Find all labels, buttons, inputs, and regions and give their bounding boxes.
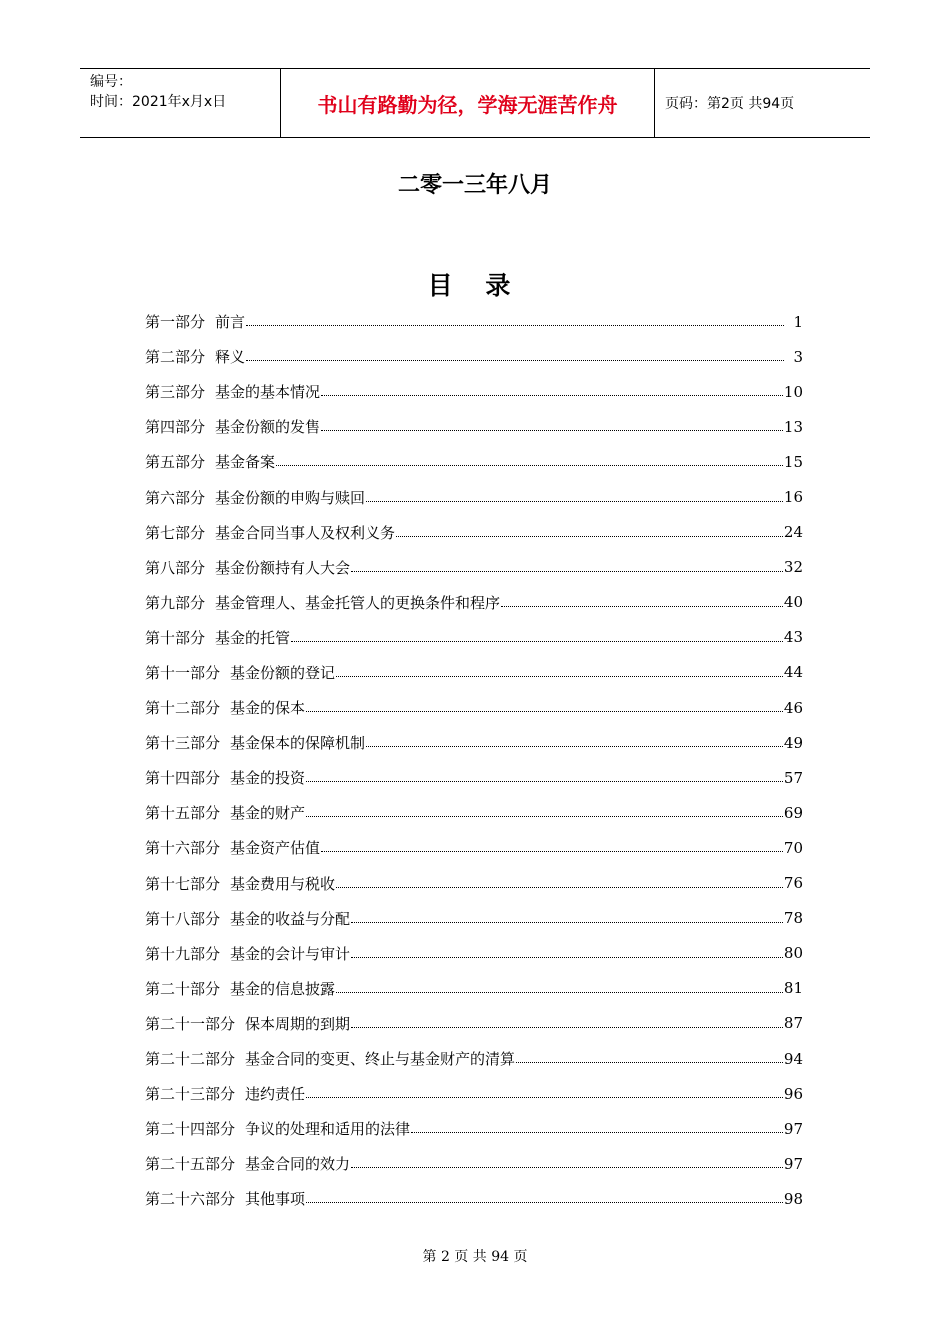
toc-entry[interactable] — [145, 655, 803, 690]
toc-section-name: 基金合同的变更、终止与基金财产的清算 — [245, 1050, 516, 1069]
toc-section-name: 基金的投资 — [230, 769, 306, 788]
toc-page-number: 98 — [783, 1189, 803, 1208]
toc-entry[interactable] — [145, 304, 803, 339]
toc-dot-leader — [351, 1167, 783, 1168]
toc-section-name: 基金份额的申购与赎回 — [215, 488, 366, 507]
toc-dot-leader — [306, 1202, 783, 1203]
toc-part-label: 第十二部分 — [145, 699, 221, 718]
page-footer: 第 2 页 共 94 页 — [422, 1249, 528, 1265]
toc-dot-leader — [246, 325, 784, 326]
toc-part-label: 第十一部分 — [145, 663, 221, 682]
toc-dot-leader — [366, 501, 783, 502]
toc-section-name: 违约责任 — [245, 1085, 306, 1104]
toc-part-label: 第二十四部分 — [145, 1120, 236, 1139]
toc-dot-leader — [321, 395, 783, 396]
toc-dot-leader — [336, 887, 783, 888]
toc-page-number: 10 — [783, 382, 803, 401]
toc-part-label: 第十四部分 — [145, 769, 221, 788]
toc-section-name: 基金的托管 — [215, 628, 291, 647]
toc-entry[interactable] — [145, 866, 803, 901]
toc-entry[interactable] — [145, 409, 803, 444]
toc-entry[interactable] — [145, 1146, 803, 1181]
toc-part-label: 第十九部分 — [145, 944, 221, 963]
toc-page-number: 81 — [783, 979, 803, 998]
table-of-contents — [145, 304, 803, 1216]
toc-part-label: 第八部分 — [145, 558, 206, 577]
toc-part-label: 第四部分 — [145, 418, 206, 437]
toc-dot-leader — [411, 1132, 783, 1133]
toc-section-name: 基金合同的效力 — [245, 1155, 351, 1174]
toc-section-name: 基金份额的登记 — [230, 663, 336, 682]
toc-entry[interactable] — [145, 901, 803, 936]
toc-part-label: 第三部分 — [145, 383, 206, 402]
toc-page-number: 70 — [783, 838, 803, 857]
toc-dot-leader — [351, 922, 783, 923]
toc-entry[interactable] — [145, 550, 803, 585]
toc-section-name: 释义 — [215, 348, 246, 367]
toc-page-number: 94 — [783, 1049, 803, 1068]
toc-page-number: 16 — [783, 488, 803, 507]
toc-dot-leader — [351, 571, 783, 572]
toc-dot-leader — [321, 430, 783, 431]
toc-dot-leader — [366, 746, 783, 747]
toc-entry[interactable] — [145, 374, 803, 409]
toc-entry[interactable] — [145, 795, 803, 830]
toc-entry[interactable] — [145, 971, 803, 1006]
toc-section-name: 基金的会计与审计 — [230, 944, 351, 963]
header-page-info: 页码：第2页 共94页 — [665, 96, 795, 112]
toc-page-number: 24 — [783, 523, 803, 542]
toc-part-label: 第一部分 — [145, 313, 206, 332]
toc-page-number: 40 — [783, 593, 803, 612]
toc-entry[interactable] — [145, 725, 803, 760]
toc-section-name: 基金的财产 — [230, 804, 306, 823]
toc-entry[interactable] — [145, 1076, 803, 1111]
toc-page-number: 49 — [783, 733, 803, 752]
toc-section-name: 基金份额的发售 — [215, 418, 321, 437]
toc-dot-leader — [246, 360, 784, 361]
toc-entry[interactable] — [145, 585, 803, 620]
toc-page-number: 76 — [783, 874, 803, 893]
toc-page-number: 1 — [793, 312, 803, 331]
toc-entry[interactable] — [145, 620, 803, 655]
header-motto: 书山有路勤为径，学海无涯苦作舟 — [281, 69, 655, 137]
toc-part-label: 第六部分 — [145, 488, 206, 507]
toc-section-name: 基金的收益与分配 — [230, 909, 351, 928]
toc-section-name: 基金备案 — [215, 453, 276, 472]
toc-dot-leader — [516, 1062, 783, 1063]
toc-section-name: 其他事项 — [245, 1190, 306, 1209]
toc-section-name: 基金份额持有人大会 — [215, 558, 351, 577]
toc-part-label: 第十五部分 — [145, 804, 221, 823]
toc-page-number: 46 — [783, 698, 803, 717]
toc-page-number: 78 — [783, 909, 803, 928]
toc-entry[interactable] — [145, 444, 803, 479]
header-meta — [80, 69, 281, 137]
toc-entry[interactable] — [145, 1111, 803, 1146]
doc-time-label: 时间：2021年x月x日 — [90, 94, 227, 110]
toc-section-name: 基金的保本 — [230, 699, 306, 718]
toc-part-label: 第十七部分 — [145, 874, 221, 893]
toc-entry[interactable] — [145, 1041, 803, 1076]
toc-entry[interactable] — [145, 830, 803, 865]
toc-part-label: 第五部分 — [145, 453, 206, 472]
toc-dot-leader — [351, 1027, 783, 1028]
toc-page-number: 3 — [793, 347, 803, 366]
toc-entry[interactable] — [145, 1181, 803, 1216]
toc-page-number: 44 — [783, 663, 803, 682]
toc-page-number: 96 — [783, 1084, 803, 1103]
toc-entry[interactable] — [145, 936, 803, 971]
toc-part-label: 第二十五部分 — [145, 1155, 236, 1174]
toc-section-name: 基金资产估值 — [230, 839, 321, 858]
toc-entry[interactable] — [145, 1006, 803, 1041]
toc-page-number: 97 — [783, 1119, 803, 1138]
toc-entry[interactable] — [145, 479, 803, 514]
toc-part-label: 第七部分 — [145, 523, 206, 542]
toc-entry[interactable] — [145, 760, 803, 795]
toc-section-name: 保本周期的到期 — [245, 1014, 351, 1033]
toc-section-name: 争议的处理和适用的法律 — [245, 1120, 411, 1139]
toc-part-label: 第二十六部分 — [145, 1190, 236, 1209]
toc-dot-leader — [351, 957, 783, 958]
toc-section-name: 基金的信息披露 — [230, 979, 336, 998]
toc-page-number: 87 — [783, 1014, 803, 1033]
toc-dot-leader — [306, 1097, 783, 1098]
toc-page-number: 15 — [783, 452, 803, 471]
toc-section-name: 基金合同当事人及权利义务 — [215, 523, 396, 542]
toc-page-number: 97 — [783, 1154, 803, 1173]
toc-entry[interactable] — [145, 515, 803, 550]
toc-part-label: 第二十二部分 — [145, 1050, 236, 1069]
document-date: 二零一三年八月 — [397, 173, 552, 198]
toc-page-number: 32 — [783, 558, 803, 577]
toc-dot-leader — [306, 711, 783, 712]
toc-dot-leader — [291, 641, 783, 642]
toc-dot-leader — [336, 676, 783, 677]
toc-part-label: 第二部分 — [145, 348, 206, 367]
toc-section-name: 基金保本的保障机制 — [230, 734, 366, 753]
page-header — [80, 68, 870, 138]
toc-part-label: 第十六部分 — [145, 839, 221, 858]
toc-part-label: 第二十部分 — [145, 979, 221, 998]
toc-entry[interactable] — [145, 339, 803, 374]
toc-title: 目 录 — [427, 271, 523, 300]
toc-dot-leader — [396, 536, 783, 537]
toc-part-label: 第十部分 — [145, 628, 206, 647]
toc-section-name: 基金费用与税收 — [230, 874, 336, 893]
toc-part-label: 第十三部分 — [145, 734, 221, 753]
toc-dot-leader — [306, 781, 783, 782]
toc-page-number: 57 — [783, 768, 803, 787]
toc-page-number: 80 — [783, 944, 803, 963]
toc-part-label: 第二十一部分 — [145, 1014, 236, 1033]
toc-page-number: 13 — [783, 417, 803, 436]
toc-section-name: 基金的基本情况 — [215, 383, 321, 402]
toc-part-label: 第九部分 — [145, 593, 206, 612]
toc-dot-leader — [306, 816, 783, 817]
toc-entry[interactable] — [145, 690, 803, 725]
toc-dot-leader — [321, 851, 783, 852]
doc-number-label: 编号： — [90, 74, 132, 90]
toc-section-name: 基金管理人、基金托管人的更换条件和程序 — [215, 593, 501, 612]
toc-part-label: 第二十三部分 — [145, 1085, 236, 1104]
toc-page-number: 69 — [783, 803, 803, 822]
toc-page-number: 43 — [783, 628, 803, 647]
toc-dot-leader — [336, 992, 783, 993]
toc-part-label: 第十八部分 — [145, 909, 221, 928]
toc-dot-leader — [276, 465, 783, 466]
toc-dot-leader — [501, 606, 783, 607]
toc-section-name: 前言 — [215, 313, 246, 332]
